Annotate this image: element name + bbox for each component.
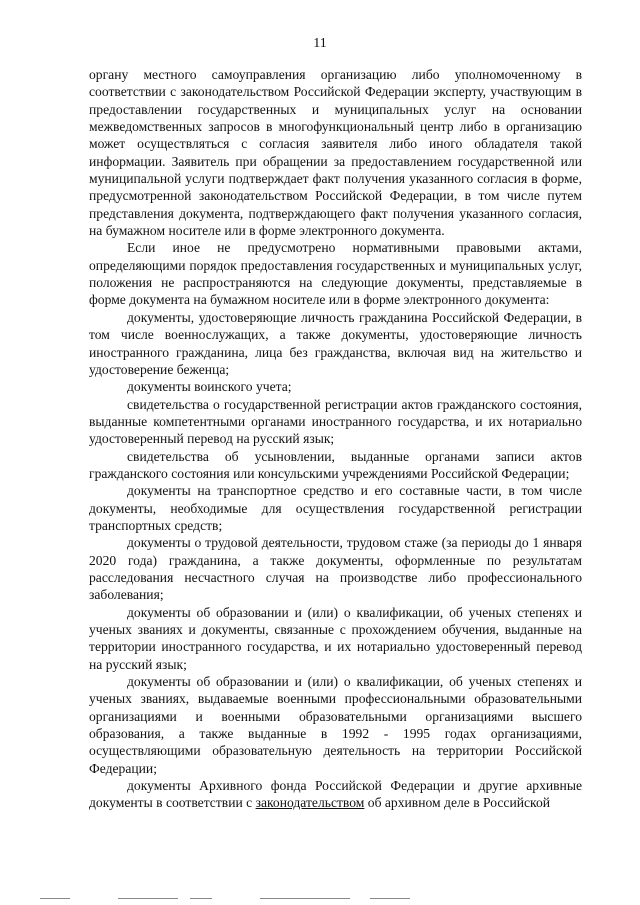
list-item-civil-status-certificates: свидетельства о государственной регистрации актов гражданского состояния, выданные компетентными органами иностранного государства, и их нотариально удостоверенный перевод на русский язык; [89,396,582,447]
archival-text-before: документы Архивного фонда Российской Федерации и другие архивные документы в соответствии с [89,778,582,811]
list-item-identity-documents: документы, удостоверяющие личность гражданина Российской Федерации, в том числе военнослужащих, а также документы, удостоверяющие личность иностранного гражданина, лица без гражданства, включая вид на жительство и удостоверение беженца; [89,309,582,377]
list-item-vehicle-documents: документы на транспортное средство и его составные части, в том числе документы, необходимые для осуществления государственной регистрации транспортных средств; [89,483,582,533]
list-item-military-education-documents: документы об образовании и (или) о квалификации, об ученых степенях и ученых званиях, выдаваемые военными профессиональными образовательными организациями и военными образовательными организациями высшего образования, а также выданные в 1992 - 1995 годах организациями, осуществляющими образовательную деятельность на территории Российской Федерации; [89,674,582,776]
list-item-archival-documents [89,777,582,812]
document-body [89,66,582,812]
footer-scan-marks [40,896,600,902]
list-item-foreign-education-documents: документы об образовании и (или) о квалификации, об ученых степенях и ученых званиях и документы, связанные с прохождением обучения, выданные на территории иностранного государства, и их нотариально удостоверенный перевод на русский язык; [89,604,582,672]
paragraph-consent-continuation: органу местного самоуправления организацию либо уполномоченному в соответствии с законодательством Российской Федерации эксперту, участвующим в предоставлении государственных и муниципальных услуг на основании межведомственных запросов в многофункциональный центр либо в организацию может осуществляться с согласия заявителя либо иного обладателя такой информации. Заявитель при обращении за предоставлением государственной или муниципальной услуги подтверждает факт получения указанного согласия в форме, предусмотренной законодательством Российской Федерации, в том числе путем представления документа, подтверждающего факт получения указанного согласия, на бумажном носителе или в форме электронного документа. [89,67,582,239]
page-number: 11 [313,36,327,51]
archival-text-after: об архивном деле в Российской [364,795,551,811]
list-item-employment-documents: документы о трудовой деятельности, трудовом стаже (за периоды до 1 января 2020 года) гражданина, а также документы, оформленные по результатам расследования несчастного случая на производстве либо профессионального заболевания; [89,535,582,603]
paragraph-exceptions-intro: Если иное не предусмотрено нормативными правовыми актами, определяющими порядок предоставления государственных и муниципальных услуг, положения не распространяются на следующие документы, представляемые в форме документа на бумажном носителе или в форме электронного документа: [89,240,582,308]
list-item-military-records: документы воинского учета; [127,379,292,395]
legislation-link[interactable]: законодательством [255,795,365,811]
list-item-adoption-certificates: свидетельства об усыновлении, выданные органами записи актов гражданского состояния или консульскими учреждениями Российской Федерации; [89,448,582,481]
